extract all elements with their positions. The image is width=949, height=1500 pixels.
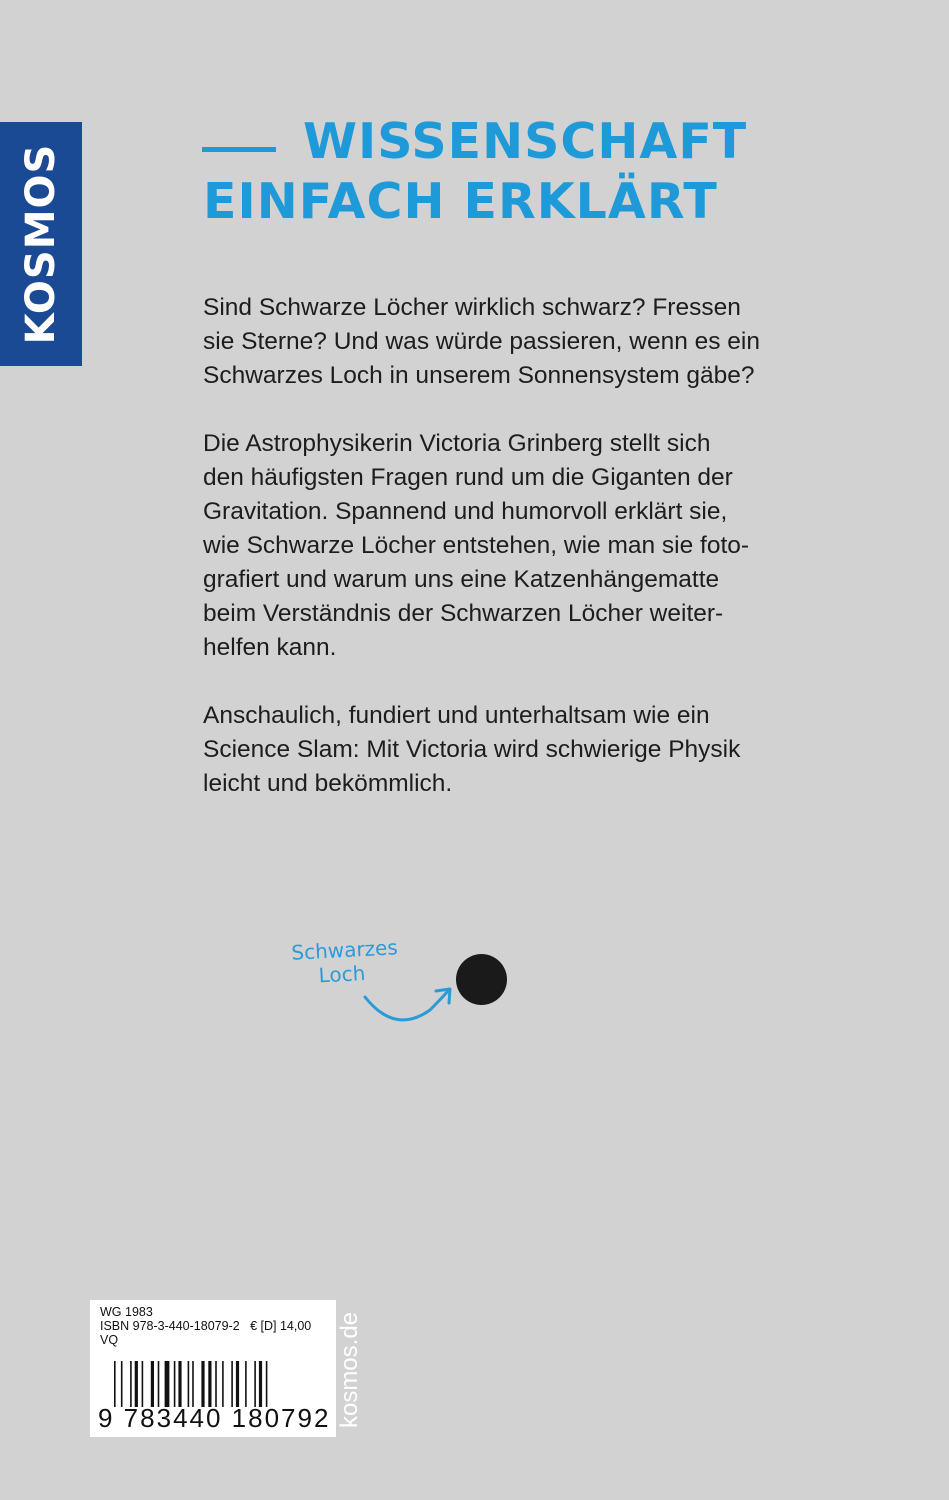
code: VQ (100, 1333, 119, 1347)
illustration-caption (291, 935, 400, 989)
blurb-paragraph: Anschaulich, fundiert und unterhaltsam wie ein Science Slam: Mit Victoria wird schwierige Physik leicht und bekömmlich. (203, 702, 741, 797)
price: € [D] 14,00 (250, 1319, 312, 1333)
barcode-bar (135, 1361, 138, 1407)
barcode-digits: 9 783440 180792 (98, 1403, 331, 1433)
barcode-bar (231, 1361, 233, 1407)
barcode-bar (178, 1361, 181, 1407)
headline-line-1: WISSENSCHAFT (303, 113, 748, 170)
barcode-bar (114, 1361, 116, 1407)
barcode-bar (259, 1361, 262, 1407)
caption-line-2: Loch (318, 960, 366, 988)
barcode-bar (174, 1361, 176, 1407)
barcode-bar (201, 1361, 204, 1407)
barcode-bar (236, 1361, 239, 1407)
isbn-line (100, 1319, 311, 1333)
barcode-bar (188, 1361, 190, 1407)
caption-line-1: Schwarzes (290, 935, 399, 965)
black-hole-dot (456, 954, 507, 1005)
headline-line-2: EINFACH ERKLÄRT (203, 173, 718, 230)
barcode-bar (165, 1361, 170, 1407)
barcode (114, 1361, 314, 1407)
curved-arrow-icon (360, 985, 460, 1030)
logo-text: KOSMOS (18, 143, 64, 345)
publisher-logo (0, 122, 82, 366)
barcode-bar (121, 1361, 123, 1407)
blurb-paragraph: Die Astrophysikerin Victoria Grinberg stellt sich den häufigsten Fragen rund um die Giganten der Gravitation. Spannend und humorvoll erklärt sie, wie Schwarze Löcher entstehen, wie man sie foto- grafiert und warum uns eine Katzenhängematte beim Verständnis der Schwarzen Löcher weiter- helfen kann. (203, 430, 750, 661)
barcode-bar (266, 1361, 268, 1407)
barcode-bar (130, 1361, 132, 1407)
barcode-bar (192, 1361, 194, 1407)
barcode-bar (208, 1361, 211, 1407)
barcode-bar (215, 1361, 217, 1407)
barcode-bar (222, 1361, 224, 1407)
headline (203, 112, 747, 232)
blurb (203, 291, 803, 835)
barcode-bar (254, 1361, 256, 1407)
barcode-bar (158, 1361, 160, 1407)
barcode-bar (142, 1361, 144, 1407)
barcode-bar (151, 1361, 154, 1407)
wg-number: WG 1983 (100, 1305, 153, 1319)
barcode-bar (245, 1361, 247, 1407)
isbn: ISBN 978-3-440-18079-2 (100, 1319, 240, 1333)
website: kosmos.de (336, 1311, 363, 1429)
blurb-paragraph: Sind Schwarze Löcher wirklich schwarz? Fressen sie Sterne? Und was würde passieren, wenn es ein Schwarzes Loch in unserem Sonnensystem gäbe? (203, 294, 761, 389)
barcode-label (90, 1300, 336, 1437)
